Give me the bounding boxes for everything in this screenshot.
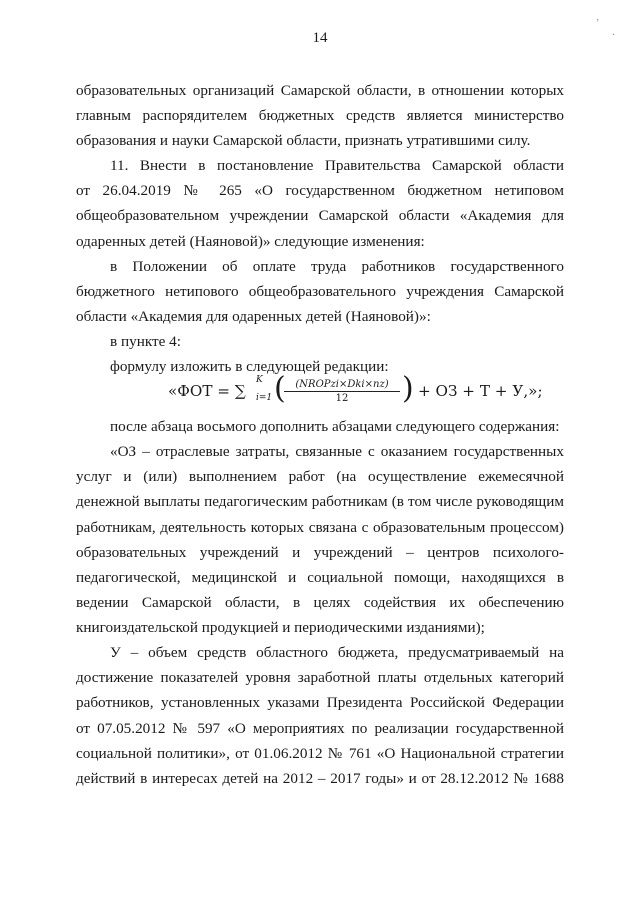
- text-line: ведении Самарской области, в целях содействия их обеспечению: [76, 594, 564, 612]
- formula: [168, 371, 543, 417]
- text-line: общеобразовательном учреждении Самарской области «Академия для: [76, 207, 564, 225]
- formula-lhs: «ФОТ = ∑: [168, 382, 246, 400]
- text-line: «ОЗ – отраслевые затраты, связанные с оказанием государственных: [110, 443, 564, 460]
- paragraph-after: [76, 414, 564, 439]
- text-line: от 26.04.2019 № 265 «О государственном бюджетном нетиповом: [76, 182, 564, 200]
- text-line: в пункте 4:: [110, 333, 181, 350]
- scan-speck: ·: [612, 30, 616, 41]
- text-line: области «Академия для одаренных детей (Наяновой)»:: [76, 308, 431, 326]
- text-line: книгоиздательской продукцией и периодическими изданиями);: [76, 619, 485, 637]
- text-line: образовательных организаций Самарской области, в отношении которых: [76, 82, 564, 99]
- formula-denominator: 12: [335, 393, 349, 404]
- text-line: в Положении об оплате труда работников государственного: [110, 258, 564, 275]
- paragraph-point: [76, 329, 564, 354]
- formula-rhs: + ОЗ + T + У,»;: [418, 382, 543, 400]
- scan-speck: ‚: [596, 12, 600, 23]
- text-line: достижение показателей уровня заработной платы отдельных категорий: [76, 669, 564, 687]
- formula-close-paren: ): [402, 371, 414, 406]
- text-line: формулу изложить в следующей редакции:: [110, 358, 389, 375]
- text-line: одаренных детей (Наяновой)» следующие изменения:: [76, 232, 425, 250]
- paragraph-regulation: [76, 254, 564, 330]
- paragraph-oz-definition: [76, 439, 564, 641]
- text-line: У – объем средств областного бюджета, предусматриваемый на: [110, 644, 564, 661]
- page-number: 14: [312, 30, 328, 46]
- formula-fraction: [284, 379, 400, 404]
- formula-numerator: (NROPzi×Dki×nz): [284, 379, 400, 392]
- text-line: после абзаца восьмого дополнить абзацами следующего содержания:: [110, 418, 560, 435]
- formula-sum-upper: K: [256, 375, 263, 385]
- text-line: образовательных учреждений и учреждений – центров психолого-: [76, 543, 564, 561]
- text-line: главным распорядителем бюджетных средств является министерство: [76, 107, 564, 125]
- text-line: социальной политики», от 01.06.2012 № 761 «О Национальной стратегии: [76, 744, 564, 762]
- text-line: 11. Внести в постановление Правительства Самарской области: [110, 157, 564, 174]
- text-line: бюджетного нетипового общеобразовательного учреждения Самарской: [76, 283, 564, 301]
- paragraph-continuation: [76, 78, 564, 154]
- text-line: образования и науки Самарской области, признать утратившими силу.: [76, 132, 531, 150]
- text-line: работников, установленных указами Президента Российской Федерации: [76, 694, 564, 712]
- text-line: действий в интересах детей на 2012 – 2017 годы» и от 28.12.2012 № 1688: [76, 770, 564, 788]
- text-line: работникам, деятельность которых связана с образовательным процессом): [76, 518, 564, 536]
- formula-open-paren: (: [274, 371, 286, 406]
- text-line: от 07.05.2012 № 597 «О мероприятиях по реализации государственной: [76, 719, 564, 737]
- text-line: педагогической, медицинской и социальной помощи, находящихся в: [76, 569, 564, 587]
- formula-sum-lower: i=1: [256, 393, 273, 403]
- paragraph-item-11: [76, 153, 564, 254]
- paragraph-formula-intro: [76, 354, 564, 379]
- paragraph-u-definition: [76, 640, 564, 791]
- text-line: услуг и (или) выполнением работ (на осуществление ежемесячной: [76, 468, 564, 486]
- text-line: денежной выплаты педагогическим работникам (в том числе руководящим: [76, 493, 564, 511]
